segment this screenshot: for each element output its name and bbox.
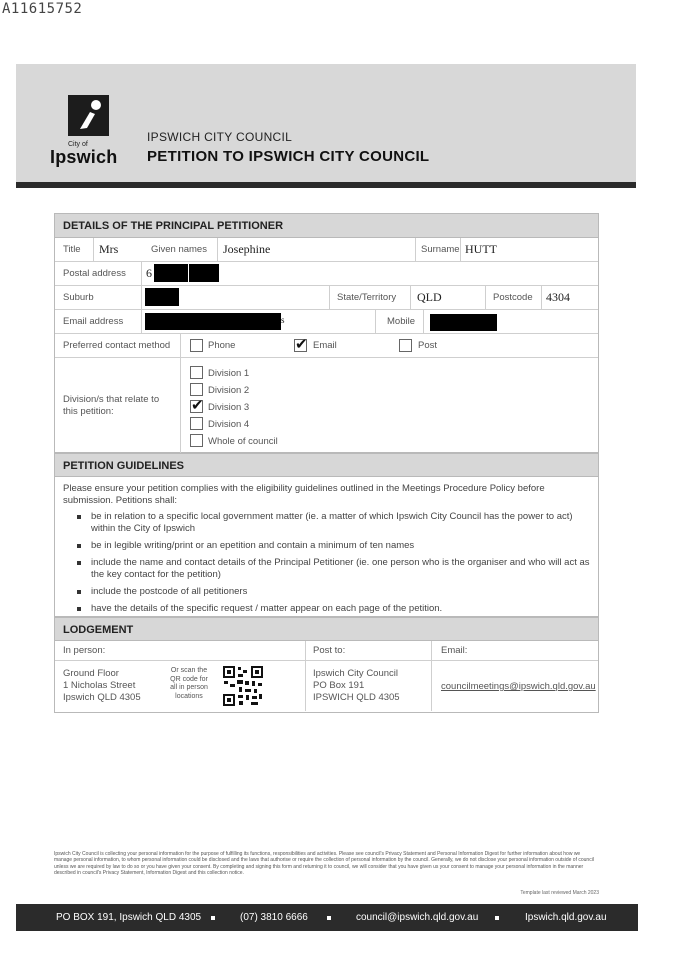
redaction-block bbox=[145, 288, 179, 306]
qr-note: Or scan the QR code for all in person locations bbox=[170, 667, 208, 700]
lodgement-section bbox=[54, 617, 599, 713]
surname-label: Surname bbox=[421, 244, 460, 255]
division-3-checkbox[interactable] bbox=[190, 396, 204, 414]
email-address-label: Email address bbox=[63, 316, 124, 327]
guidelines-body bbox=[55, 477, 598, 624]
bullet-icon bbox=[77, 607, 81, 611]
footer-website[interactable]: Ipswich.qld.gov.au bbox=[525, 912, 607, 923]
in-person-address: Ground Floor 1 Nicholas Street Ipswich QLD 4305 bbox=[63, 668, 141, 703]
division-4-checkbox[interactable] bbox=[190, 417, 203, 430]
separator-icon bbox=[495, 916, 499, 920]
division-2-label: Division 2 bbox=[208, 385, 250, 396]
list-item: be in relation to a specific local government matter (ie. a matter of which Ipswich City Council has the power to act) within the City of Ipswich bbox=[63, 511, 590, 535]
bullet-icon bbox=[77, 561, 81, 565]
surname-field[interactable]: HUTT bbox=[465, 242, 497, 256]
guidelines-intro: Please ensure your petition complies with the eligibility guidelines outlined in the Meetings Procedure Policy before submission. Petitions shall: bbox=[63, 483, 545, 506]
guidelines-list bbox=[63, 511, 590, 615]
division-3-label: Division 3 bbox=[208, 402, 250, 413]
council-name: IPSWICH CITY COUNCIL bbox=[147, 130, 293, 144]
contact-method-label: Preferred contact method bbox=[63, 340, 171, 351]
redaction-block bbox=[430, 314, 497, 331]
whole-of-council-label: Whole of council bbox=[208, 436, 278, 447]
division-row bbox=[55, 358, 598, 454]
footer-contact-bar bbox=[16, 904, 638, 931]
list-item: have the details of the specific request / matter appear on each page of the petition. bbox=[63, 603, 590, 615]
separator-icon bbox=[327, 916, 331, 920]
phone-option-label: Phone bbox=[208, 340, 236, 351]
postal-address-field[interactable]: 6 bbox=[146, 266, 152, 280]
postal-lodgement-address: Ipswich City Council PO Box 191 IPSWICH QLD 4305 bbox=[313, 668, 400, 703]
list-item: include the postcode of all petitioners bbox=[63, 586, 590, 598]
mobile-label: Mobile bbox=[387, 316, 415, 327]
postcode-field[interactable]: 4304 bbox=[546, 290, 570, 304]
redaction-block bbox=[189, 264, 219, 282]
state-label: State/Territory bbox=[337, 292, 397, 303]
principal-petitioner-section bbox=[54, 213, 599, 453]
lodgement-email-link[interactable]: councilmeetings@ipswich.qld.gov.au bbox=[441, 681, 596, 692]
lodgement-header-row bbox=[55, 641, 598, 661]
footer-email[interactable]: council@ipswich.qld.gov.au bbox=[356, 912, 479, 923]
suburb-row bbox=[55, 286, 598, 310]
given-names-label: Given names bbox=[151, 244, 207, 255]
guidelines-section bbox=[54, 453, 599, 617]
document-id: A11615752 bbox=[2, 1, 83, 17]
email-checkbox[interactable] bbox=[294, 335, 308, 353]
logo-wordmark: Ipswich bbox=[50, 147, 118, 167]
in-person-label: In person: bbox=[63, 645, 106, 656]
suburb-label: Suburb bbox=[63, 292, 94, 303]
postal-address-label: Postal address bbox=[63, 268, 126, 279]
phone-checkbox[interactable] bbox=[190, 339, 203, 352]
guidelines-heading: PETITION GUIDELINES bbox=[55, 453, 598, 477]
email-label: Email: bbox=[441, 645, 468, 656]
whole-of-council-checkbox[interactable] bbox=[190, 434, 203, 447]
post-checkbox[interactable] bbox=[399, 339, 412, 352]
division-label: Division/s that relate to this petition: bbox=[63, 394, 160, 417]
contact-method-row bbox=[55, 334, 598, 358]
template-reviewed-note: Template last reviewed March 2023 bbox=[520, 890, 599, 896]
checkmark-icon: ✔ bbox=[295, 335, 308, 353]
postal-row bbox=[55, 262, 598, 286]
header-underline bbox=[16, 182, 636, 188]
bullet-icon bbox=[77, 544, 81, 548]
redaction-block bbox=[154, 264, 188, 282]
form-header bbox=[16, 64, 636, 188]
footer-po-box: PO BOX 191, Ipswich QLD 4305 bbox=[56, 912, 202, 923]
list-item: include the name and contact details of the Principal Petitioner (ie. one person who is the organiser and who will act as the key contact for the petition) bbox=[63, 557, 590, 581]
footer-phone[interactable]: (07) 3810 6666 bbox=[240, 912, 308, 923]
postcode-label: Postcode bbox=[493, 292, 533, 303]
post-option-label: Post bbox=[418, 340, 438, 351]
name-row bbox=[55, 238, 598, 262]
email-row bbox=[55, 310, 598, 334]
logo-i-mark-icon bbox=[68, 95, 109, 136]
privacy-collection-notice: Ipswich City Council is collecting your personal information for the purpose of fulfilling its functions, responsibilities and activities. Please see council's Privacy Statement and Personal Information Digest for further information about how we manage personal information, to whom personal information could be disclosed and the laws that authorise or require the collection of personal information by the council. Generally, we do not disclose your personal information outside of council unless we are required by law to do so or you have given your consent. By completing and signing this form and returning it to council, we will consider that you have given us your consent to manage your personal information in the manner described in council's Privacy Statement, Information Digest and this collection notice. bbox=[54, 851, 594, 876]
division-4-label: Division 4 bbox=[208, 419, 250, 430]
division-1-checkbox[interactable] bbox=[190, 366, 203, 379]
division-2-checkbox[interactable] bbox=[190, 383, 203, 396]
post-to-label: Post to: bbox=[313, 645, 346, 656]
email-option-label: Email bbox=[313, 340, 337, 351]
email-address-field[interactable]: s bbox=[281, 315, 285, 325]
page-title: PETITION TO IPSWICH CITY COUNCIL bbox=[147, 148, 430, 165]
title-field[interactable]: Mrs bbox=[99, 242, 119, 256]
redaction-block bbox=[145, 313, 281, 330]
separator-icon bbox=[211, 916, 215, 920]
city-logo-icon bbox=[68, 95, 109, 136]
qr-code-icon[interactable] bbox=[223, 666, 263, 706]
checkmark-icon: ✔ bbox=[191, 396, 204, 414]
bullet-icon bbox=[77, 515, 81, 519]
lodgement-heading: LODGEMENT bbox=[55, 617, 598, 641]
principal-section-heading: DETAILS OF THE PRINCIPAL PETITIONER bbox=[55, 214, 598, 238]
lodgement-details-row bbox=[55, 661, 598, 711]
division-1-label: Division 1 bbox=[208, 368, 250, 379]
state-field[interactable]: QLD bbox=[417, 290, 442, 304]
bullet-icon bbox=[77, 590, 81, 594]
given-names-field[interactable]: Josephine bbox=[223, 242, 271, 256]
title-label: Title bbox=[63, 244, 81, 255]
logo-city-of: City of bbox=[68, 141, 88, 148]
list-item: be in legible writing/print or an epetition and contain a minimum of ten names bbox=[63, 540, 590, 552]
